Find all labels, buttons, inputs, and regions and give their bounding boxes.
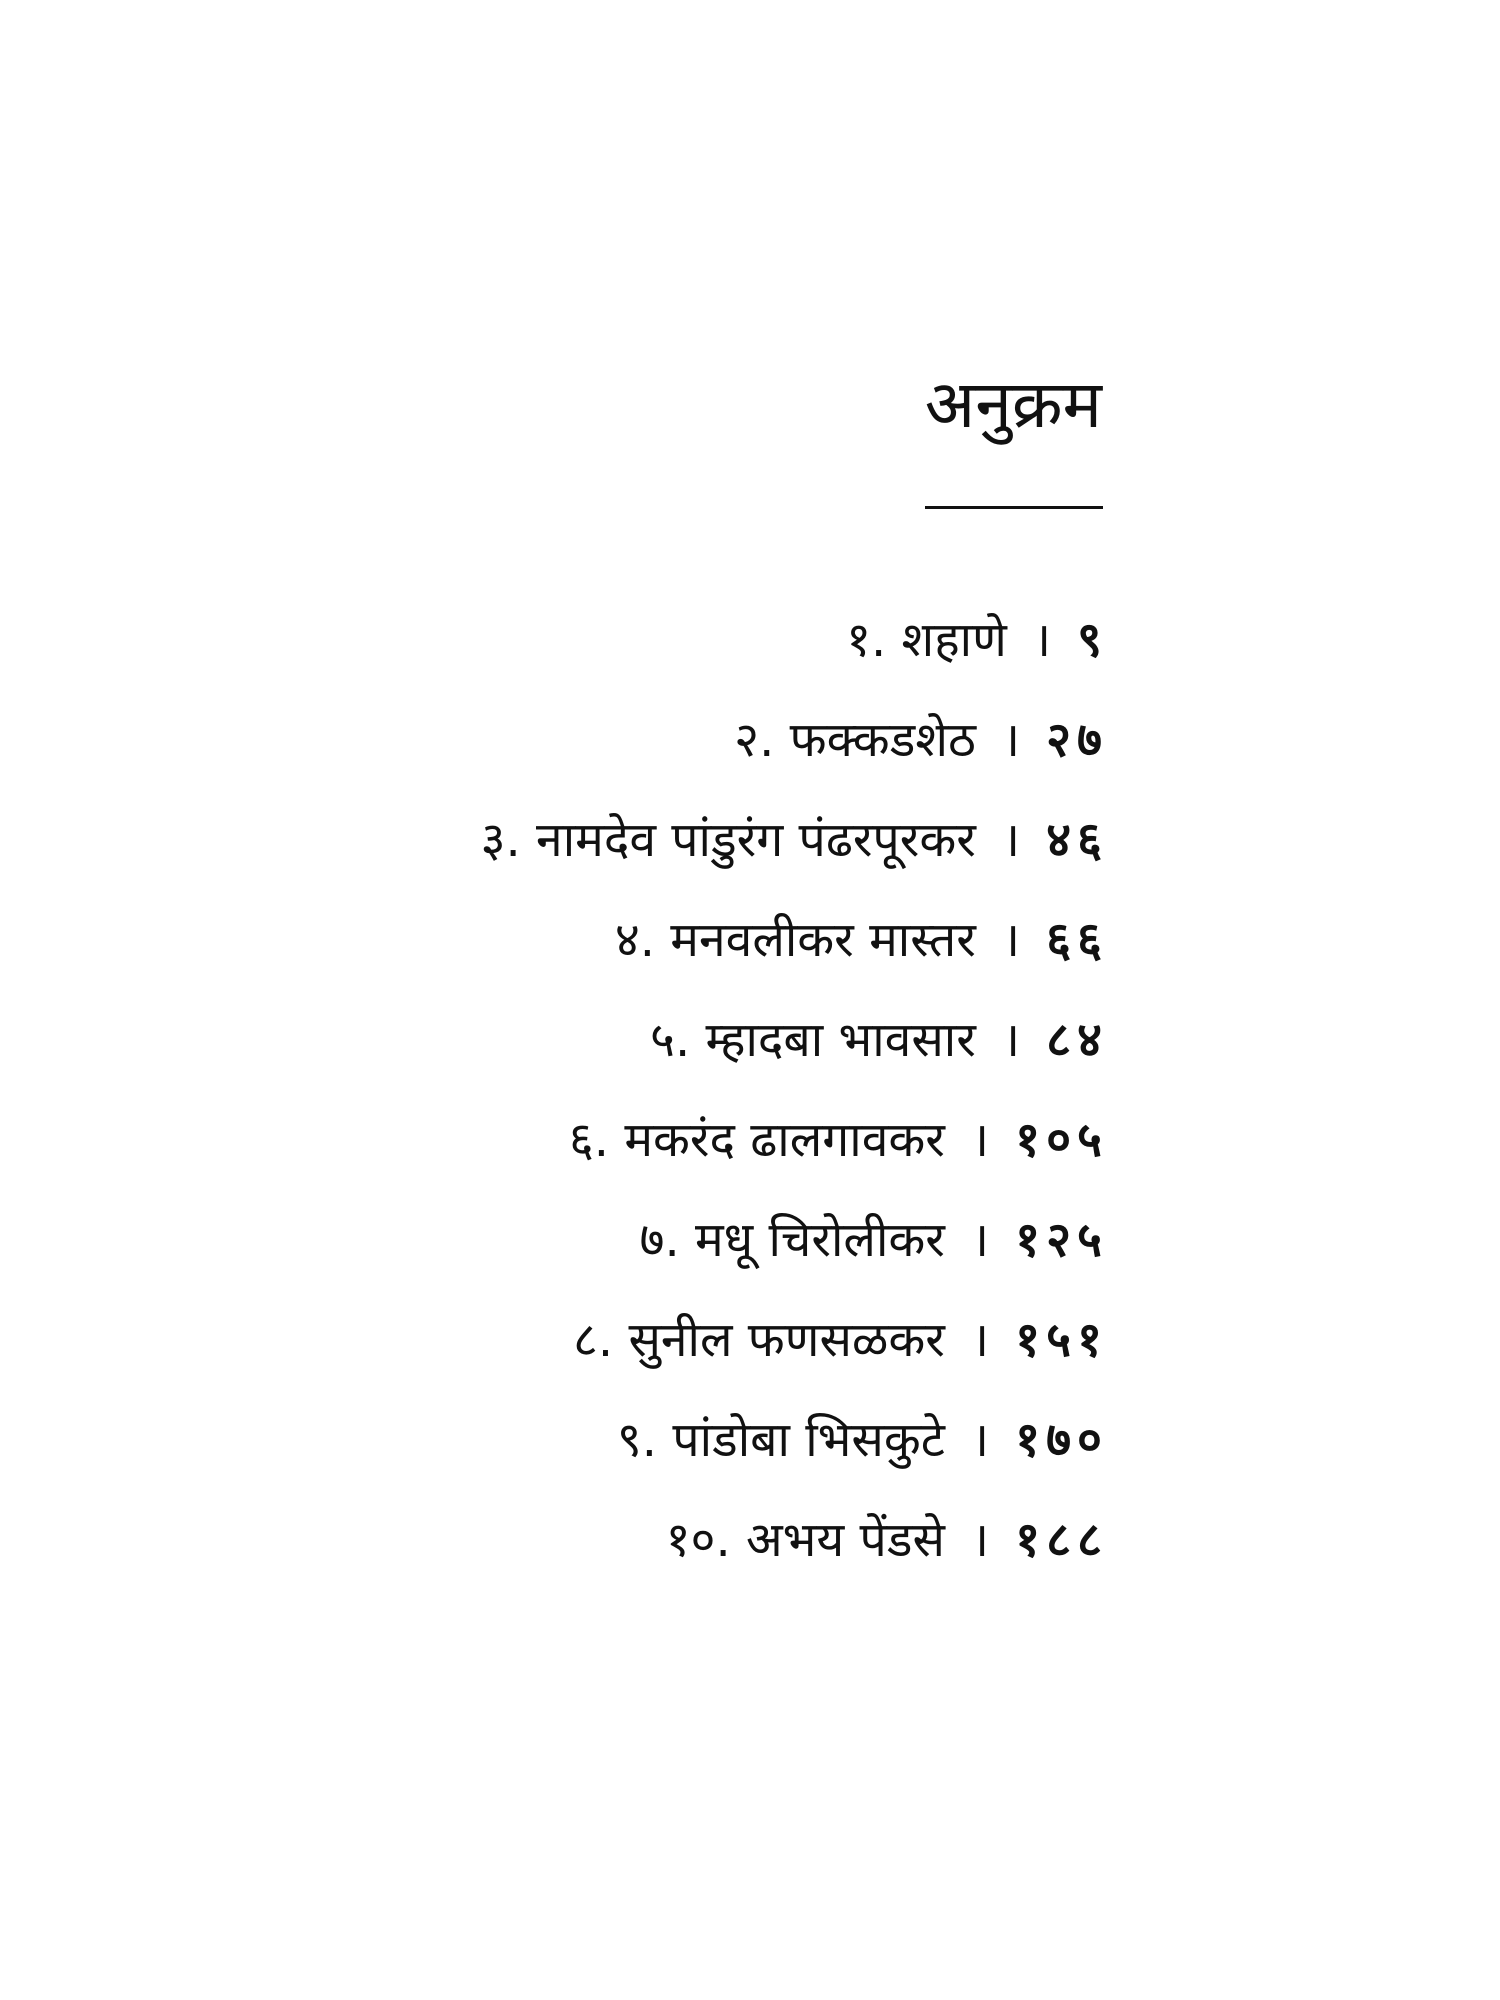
toc-entry-label: १०. अभय पेंडसे [665, 1512, 945, 1568]
toc-entry-label: १. शहाणे [846, 612, 1007, 668]
toc-entry-label: ६. मकरंद ढालगावकर [568, 1112, 945, 1168]
toc-entry-label: ५. म्हादबा भावसार [650, 1012, 976, 1068]
toc-separator: । [1001, 812, 1021, 868]
toc-separator: । [1001, 1012, 1021, 1068]
toc-page-number: १०५ [1015, 1112, 1108, 1168]
toc-entry [480, 790, 1108, 890]
toc-entry-label: ३. नामदेव पांडुरंग पंढरपूरकर [480, 812, 976, 868]
toc-entry-label: ९. पांडोबा भिसकुटे [616, 1412, 945, 1468]
toc-entry [481, 1090, 1108, 1190]
toc-entry [481, 1190, 1108, 1290]
toc-entry-label: २. फक्कडशेठ [734, 712, 976, 768]
toc-entry [481, 890, 1108, 990]
toc-entry [481, 990, 1108, 1090]
toc-page-number: २७ [1046, 712, 1108, 768]
toc-separator: । [1001, 912, 1021, 968]
toc-separator: । [970, 1212, 990, 1268]
toc-page-number: ९ [1077, 612, 1108, 668]
toc-entry-label: ८. सुनील फणसळकर [572, 1312, 945, 1368]
toc-separator: । [970, 1312, 990, 1368]
title-underline [925, 506, 1103, 509]
toc-separator: । [970, 1112, 990, 1168]
toc-page-number: १५१ [1015, 1312, 1108, 1368]
toc-page-number: ६६ [1046, 912, 1108, 968]
toc-entry [481, 1390, 1108, 1490]
toc-page-number: ४६ [1046, 812, 1108, 868]
toc-page-number: १७० [1015, 1412, 1108, 1468]
toc-title: अनुक्रम [924, 366, 1102, 443]
toc-separator: । [970, 1512, 990, 1568]
toc-list [480, 590, 1108, 1590]
toc-entry-label: ७. मधू चिरोलीकर [639, 1212, 945, 1268]
toc-separator: । [1032, 612, 1052, 668]
toc-entry [481, 590, 1108, 690]
toc-separator: । [970, 1412, 990, 1468]
toc-page-number: ८४ [1046, 1012, 1108, 1068]
toc-entry [481, 1290, 1108, 1390]
toc-page-number: १२५ [1015, 1212, 1108, 1268]
toc-page-number: १८८ [1015, 1512, 1108, 1568]
toc-entry [481, 1490, 1108, 1590]
toc-separator: । [1001, 712, 1021, 768]
toc-entry-label: ४. मनवलीकर मास्तर [614, 912, 976, 968]
toc-entry [481, 690, 1108, 790]
